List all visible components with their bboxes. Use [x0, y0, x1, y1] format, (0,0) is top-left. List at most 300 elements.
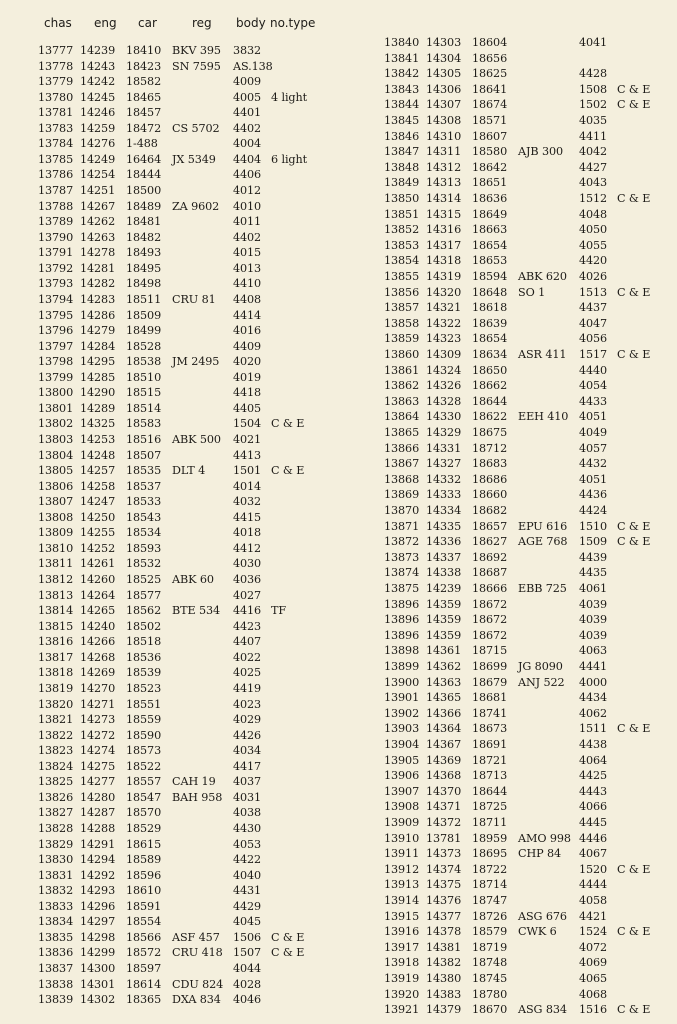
cell-body: 4030 [233, 557, 262, 571]
cell-chas: 13916 [384, 925, 420, 939]
cell-eng: 14359 [426, 628, 462, 642]
cell-eng: 14328 [426, 394, 462, 408]
cell-chas: 13786 [38, 168, 74, 182]
cell-body: 1502 [579, 98, 608, 112]
cell-chas: 13854 [384, 254, 420, 268]
cell-car: 18627 [472, 535, 508, 549]
cell-eng: 14263 [80, 230, 116, 244]
cell-reg: BTE 534 [172, 604, 221, 618]
cell-car: 18525 [126, 573, 162, 587]
cell-body: 1508 [579, 82, 608, 96]
cell-car: 18674 [472, 98, 508, 112]
cell-reg: EEH 410 [518, 410, 569, 424]
cell-car: 18498 [126, 277, 162, 291]
cell-chas: 13781 [38, 106, 74, 120]
cell-chas: 13906 [384, 769, 420, 783]
cell-eng: 14240 [80, 619, 116, 633]
cell-car: 18493 [126, 246, 162, 260]
cell-car: 18725 [472, 800, 508, 814]
cell-eng: 14374 [426, 862, 462, 876]
header-reg: reg [192, 16, 212, 30]
cell-eng: 14260 [80, 573, 116, 587]
cell-chas: 13797 [38, 339, 74, 353]
cell-body: 4408 [233, 292, 262, 306]
cell-eng: 14368 [426, 769, 462, 783]
cell-reg: ZA 9602 [172, 199, 220, 213]
cell-eng: 14304 [426, 51, 462, 65]
cell-car: 18610 [126, 884, 162, 898]
cell-car: 18692 [472, 550, 508, 564]
cell-car: 18577 [126, 588, 162, 602]
cell-chas: 13862 [384, 379, 420, 393]
cell-reg: ABK 500 [172, 433, 221, 446]
cell-reg: ASG 834 [518, 1003, 567, 1017]
cell-body: 4009 [233, 75, 262, 89]
cell-eng: 14285 [80, 370, 116, 384]
header-chas: chas [44, 16, 72, 30]
cell-car: 18457 [126, 106, 162, 120]
cell-eng: 14310 [426, 129, 462, 143]
cell-car: 18651 [472, 176, 508, 190]
cell-eng: 14264 [80, 588, 116, 602]
cell-chas: 13824 [38, 759, 74, 773]
cell-eng: 14291 [80, 837, 116, 851]
cell-car: 18650 [472, 363, 508, 377]
cell-body: 4058 [579, 894, 608, 907]
cell-body: 4054 [579, 379, 608, 393]
cell-eng: 14313 [426, 176, 462, 190]
cell-reg: JM 2495 [172, 355, 220, 369]
cell-body: 4057 [579, 441, 608, 455]
cell-type: 6 light [271, 152, 307, 166]
cell-car: 18604 [472, 36, 508, 49]
cell-car: 18780 [472, 987, 508, 1001]
cell-chas: 13863 [384, 394, 420, 408]
cell-body: 1504 [233, 417, 262, 431]
cell-eng: 14281 [80, 261, 116, 275]
cell-eng: 14332 [426, 472, 462, 486]
cell-chas: 13865 [384, 426, 420, 439]
cell-eng: 14359 [426, 597, 462, 611]
cell-chas: 13844 [384, 98, 420, 112]
cell-car: 18538 [126, 355, 162, 369]
cell-chas: 13836 [38, 946, 74, 960]
cell-car: 18590 [126, 728, 162, 742]
cell-reg: ASG 676 [518, 909, 567, 923]
cell-car: 18537 [126, 479, 162, 493]
cell-body: 4426 [233, 728, 262, 742]
cell-chas: 13833 [38, 899, 74, 913]
cell-type: TF [271, 604, 287, 618]
cell-eng: 14266 [80, 635, 116, 649]
cell-eng: 14359 [426, 613, 462, 627]
cell-eng: 14271 [80, 697, 116, 711]
cell-car: 18618 [472, 301, 508, 315]
cell-body: 4039 [579, 628, 608, 642]
cell-chas: 13904 [384, 738, 420, 751]
cell-eng: 14277 [80, 775, 116, 789]
cell-eng: 14303 [426, 36, 462, 49]
cell-chas: 13896 [384, 628, 420, 642]
cell-chas: 13874 [384, 566, 420, 580]
cell-eng: 14247 [80, 495, 116, 509]
cell-chas: 13793 [38, 277, 74, 291]
cell-eng: 14305 [426, 67, 462, 81]
cell-car: 18472 [126, 121, 162, 135]
cell-chas: 13813 [38, 588, 74, 602]
cell-body: 4434 [579, 691, 608, 705]
cell-car: 18500 [126, 184, 162, 198]
cell-car: 18695 [472, 847, 508, 861]
cell-car: 18481 [126, 215, 162, 229]
cell-car: 18465 [126, 90, 162, 104]
cell-car: 18509 [126, 308, 162, 322]
cell-body: 4046 [233, 993, 262, 1007]
cell-chas: 13779 [38, 75, 74, 89]
cell-eng: 14319 [426, 270, 462, 283]
cell-type: C & E [271, 417, 305, 431]
cell-chas: 13820 [38, 697, 74, 711]
cell-eng: 14330 [426, 410, 462, 424]
cell-body: 4041 [579, 36, 608, 49]
cell-eng: 14378 [426, 925, 462, 939]
cell-body: 4419 [233, 681, 262, 695]
cell-eng: 14361 [426, 644, 462, 658]
cell-eng: 14243 [80, 59, 116, 73]
cell-chas: 13919 [384, 972, 420, 985]
cell-reg: SN 7595 [172, 59, 221, 73]
cell-body: 4414 [233, 308, 262, 322]
cell-eng: 14261 [80, 557, 116, 571]
cell-eng: 14258 [80, 479, 116, 493]
cell-chas: 13913 [384, 878, 420, 892]
cell-body: 4015 [233, 246, 262, 260]
cell-chas: 13870 [384, 504, 420, 517]
cell-chas: 13785 [38, 152, 74, 166]
cell-body: 4042 [579, 145, 608, 159]
cell-body: 4055 [579, 238, 608, 252]
cell-eng: 14372 [426, 816, 462, 829]
cell-eng: 14373 [426, 847, 462, 861]
cell-eng: 14292 [80, 868, 116, 882]
cell-reg: BAH 958 [172, 790, 223, 804]
cell-body: 4067 [579, 847, 608, 861]
cell-body: 4018 [233, 526, 262, 540]
cell-eng: 14381 [426, 940, 462, 954]
cell-chas: 13856 [384, 285, 420, 299]
cell-car: 18687 [472, 566, 508, 580]
cell-body: 4037 [233, 775, 262, 789]
cell-reg: EBB 725 [518, 582, 567, 595]
cell-car: 16464 [126, 152, 162, 166]
cell-body: 4417 [233, 759, 262, 773]
cell-body: 4427 [579, 160, 608, 174]
cell-chas: 13909 [384, 816, 420, 829]
cell-eng: 14255 [80, 526, 116, 540]
cell-type: C & E [617, 535, 651, 549]
cell-eng: 14308 [426, 114, 462, 127]
cell-chas: 13783 [38, 121, 74, 135]
cell-eng: 14257 [80, 464, 116, 478]
cell-body: 4050 [579, 223, 608, 237]
cell-car: 18566 [126, 930, 162, 944]
cell-chas: 13789 [38, 215, 74, 229]
cell-body: 4020 [233, 355, 262, 369]
cell-body: 4411 [579, 129, 608, 143]
cell-car: 18583 [126, 417, 162, 431]
cell-car: 18582 [126, 75, 162, 89]
cell-car: 18516 [126, 433, 162, 446]
cell-reg: DLT 4 [172, 464, 206, 478]
cell-body: 4053 [233, 837, 262, 851]
cell-eng: 14251 [80, 184, 116, 198]
cell-car: 18682 [472, 504, 508, 517]
cell-eng: 14321 [426, 301, 462, 315]
cell-car: 18615 [126, 837, 162, 851]
cell-car: 18614 [126, 977, 162, 991]
cell-car: 18699 [472, 660, 508, 673]
cell-body: 4023 [233, 697, 262, 711]
cell-chas: 13918 [384, 956, 420, 970]
cell-body: 1524 [579, 925, 608, 939]
cell-eng: 14379 [426, 1003, 462, 1017]
cell-chas: 13791 [38, 246, 74, 260]
cell-eng: 14301 [80, 977, 116, 991]
cell-chas: 13803 [38, 433, 74, 446]
cell-chas: 13838 [38, 977, 74, 991]
cell-car: 18642 [472, 160, 508, 174]
cell-chas: 13912 [384, 862, 420, 876]
cell-eng: 14254 [80, 168, 116, 182]
cell-reg: EPU 616 [518, 519, 568, 533]
cell-type: C & E [617, 862, 651, 876]
cell-body: 4433 [579, 394, 608, 408]
cell-eng: 14296 [80, 899, 116, 913]
cell-car: 18591 [126, 899, 162, 913]
cell-reg: ANJ 522 [518, 675, 565, 689]
cell-eng: 14371 [426, 800, 462, 814]
cell-chas: 13807 [38, 495, 74, 509]
cell-eng: 14249 [80, 152, 116, 166]
cell-car: 18533 [126, 495, 162, 509]
cell-eng: 14276 [80, 137, 116, 151]
cell-eng: 14295 [80, 355, 116, 369]
cell-chas: 13798 [38, 355, 74, 369]
cell-eng: 14265 [80, 604, 116, 618]
cell-chas: 13839 [38, 993, 74, 1007]
cell-body: 1510 [579, 519, 608, 533]
cell-eng: 14326 [426, 379, 462, 393]
cell-car: 18523 [126, 681, 162, 695]
cell-eng: 14335 [426, 519, 462, 533]
cell-car: 18571 [472, 114, 508, 127]
cell-body: 4013 [233, 261, 262, 275]
cell-chas: 13812 [38, 573, 74, 587]
cell-eng: 14284 [80, 339, 116, 353]
cell-car: 18726 [472, 909, 508, 923]
cell-type: C & E [271, 946, 305, 960]
cell-car: 18719 [472, 940, 508, 954]
cell-body: 4004 [233, 137, 262, 151]
cell-eng: 14280 [80, 790, 116, 804]
cell-chas: 13823 [38, 744, 74, 758]
cell-body: 4402 [233, 230, 262, 244]
cell-body: 4445 [579, 816, 608, 829]
cell-car: 18547 [126, 790, 162, 804]
cell-car: 18499 [126, 324, 162, 338]
cell-type: C & E [617, 348, 651, 361]
cell-car: 18679 [472, 675, 508, 689]
cell-reg: CAH 19 [172, 775, 216, 789]
cell-car: 18572 [126, 946, 162, 960]
cell-body: 4043 [579, 176, 608, 190]
cell-chas: 13784 [38, 137, 74, 151]
cell-eng: 14248 [80, 448, 116, 462]
cell-reg: SO 1 [518, 285, 546, 299]
cell-chas: 13819 [38, 681, 74, 695]
cell-car: 18644 [472, 784, 508, 798]
cell-chas: 13859 [384, 332, 420, 346]
cell-type: C & E [617, 82, 651, 96]
cell-type: 4 light [271, 90, 307, 104]
cell-eng: 14239 [426, 582, 462, 595]
cell-chas: 13843 [384, 82, 420, 96]
cell-chas: 13778 [38, 59, 74, 73]
cell-eng: 14329 [426, 426, 462, 439]
cell-eng: 14309 [426, 348, 462, 361]
cell-body: 4066 [579, 800, 608, 814]
cell-car: 18654 [472, 238, 508, 252]
cell-body: 4025 [233, 666, 262, 680]
cell-chas: 13805 [38, 464, 74, 478]
cell-body: 4016 [233, 324, 262, 338]
cell-reg: DXA 834 [172, 993, 221, 1007]
cell-car: 18535 [126, 464, 162, 478]
cell-body: 4045 [233, 915, 262, 929]
cell-chas: 13800 [38, 386, 74, 400]
cell-car: 18580 [472, 145, 508, 159]
header-type: no.type [270, 16, 316, 30]
cell-car: 18648 [472, 285, 508, 299]
cell-body: 4441 [579, 660, 608, 673]
cell-eng: 14334 [426, 504, 462, 517]
cell-type: C & E [617, 925, 651, 939]
cell-eng: 14252 [80, 541, 116, 555]
cell-body: 4036 [233, 573, 262, 587]
cell-eng: 14337 [426, 550, 462, 564]
cell-body: 4028 [233, 977, 262, 991]
cell-body: 4431 [233, 884, 262, 898]
cell-eng: 13781 [426, 831, 462, 845]
cell-eng: 14278 [80, 246, 116, 260]
cell-body: 4423 [233, 619, 262, 633]
cell-reg: CRU 81 [172, 292, 216, 306]
cell-type: C & E [617, 519, 651, 533]
cell-reg: ASF 457 [172, 930, 220, 944]
cell-eng: 14376 [426, 894, 462, 907]
cell-eng: 14272 [80, 728, 116, 742]
cell-chas: 13903 [384, 722, 420, 736]
cell-body: 4428 [579, 67, 608, 81]
cell-eng: 14375 [426, 878, 462, 892]
cell-reg: ASR 411 [518, 348, 567, 361]
cell-body: 4011 [233, 215, 262, 229]
cell-car: 18657 [472, 519, 508, 533]
cell-chas: 13867 [384, 457, 420, 471]
cell-body: 4069 [579, 956, 608, 970]
cell-body: 4027 [233, 588, 262, 602]
cell-body: 4065 [579, 972, 608, 985]
cell-eng: 14327 [426, 457, 462, 471]
cell-car: 18482 [126, 230, 162, 244]
cell-car: 18663 [472, 223, 508, 237]
cell-chas: 13842 [384, 67, 420, 81]
cell-chas: 13917 [384, 940, 420, 954]
cell-body: 4044 [233, 962, 262, 976]
cell-type: C & E [617, 192, 651, 205]
cell-body: 4409 [233, 339, 262, 353]
cell-body: 4051 [579, 410, 608, 424]
cell-car: 18686 [472, 472, 508, 486]
cell-body: 4440 [579, 363, 608, 377]
cell-body: 4021 [233, 433, 262, 446]
cell-chas: 13825 [38, 775, 74, 789]
cell-car: 18625 [472, 67, 508, 81]
cell-eng: 14323 [426, 332, 462, 346]
cell-chas: 13873 [384, 550, 420, 564]
cell-chas: 13816 [38, 635, 74, 649]
cell-chas: 13847 [384, 145, 420, 159]
cell-eng: 14268 [80, 650, 116, 664]
cell-chas: 13875 [384, 582, 420, 595]
cell-car: 18654 [472, 332, 508, 346]
cell-car: 18622 [472, 410, 508, 424]
cell-chas: 13815 [38, 619, 74, 633]
cell-car: 18670 [472, 1003, 508, 1017]
cell-car: 18495 [126, 261, 162, 275]
cell-chas: 13832 [38, 884, 74, 898]
cell-body: 4421 [579, 909, 608, 923]
cell-car: 18510 [126, 370, 162, 384]
cell-car: 18662 [472, 379, 508, 393]
cell-reg: CS 5702 [172, 121, 220, 135]
cell-body: 4032 [233, 495, 262, 509]
cell-eng: 14317 [426, 238, 462, 252]
cell-body: 4416 [233, 604, 262, 618]
cell-car: 18589 [126, 853, 162, 867]
cell-chas: 13777 [38, 44, 74, 57]
cell-chas: 13804 [38, 448, 74, 462]
cell-eng: 14320 [426, 285, 462, 299]
cell-body: 1506 [233, 930, 262, 944]
cell-chas: 13915 [384, 909, 420, 923]
cell-eng: 14267 [80, 199, 116, 213]
cell-chas: 13829 [38, 837, 74, 851]
cell-car: 18570 [126, 806, 162, 820]
cell-chas: 13920 [384, 987, 420, 1001]
cell-reg: ABK 60 [172, 573, 214, 587]
cell-body: 4422 [233, 853, 262, 867]
cell-chas: 13849 [384, 176, 420, 190]
cell-chas: 13835 [38, 930, 74, 944]
cell-chas: 13794 [38, 292, 74, 306]
cell-car: 18543 [126, 510, 162, 524]
cell-chas: 13796 [38, 324, 74, 338]
cell-chas: 13810 [38, 541, 74, 555]
cell-car: 18529 [126, 822, 162, 835]
cell-car: 18681 [472, 691, 508, 705]
cell-body: 4407 [233, 635, 262, 649]
